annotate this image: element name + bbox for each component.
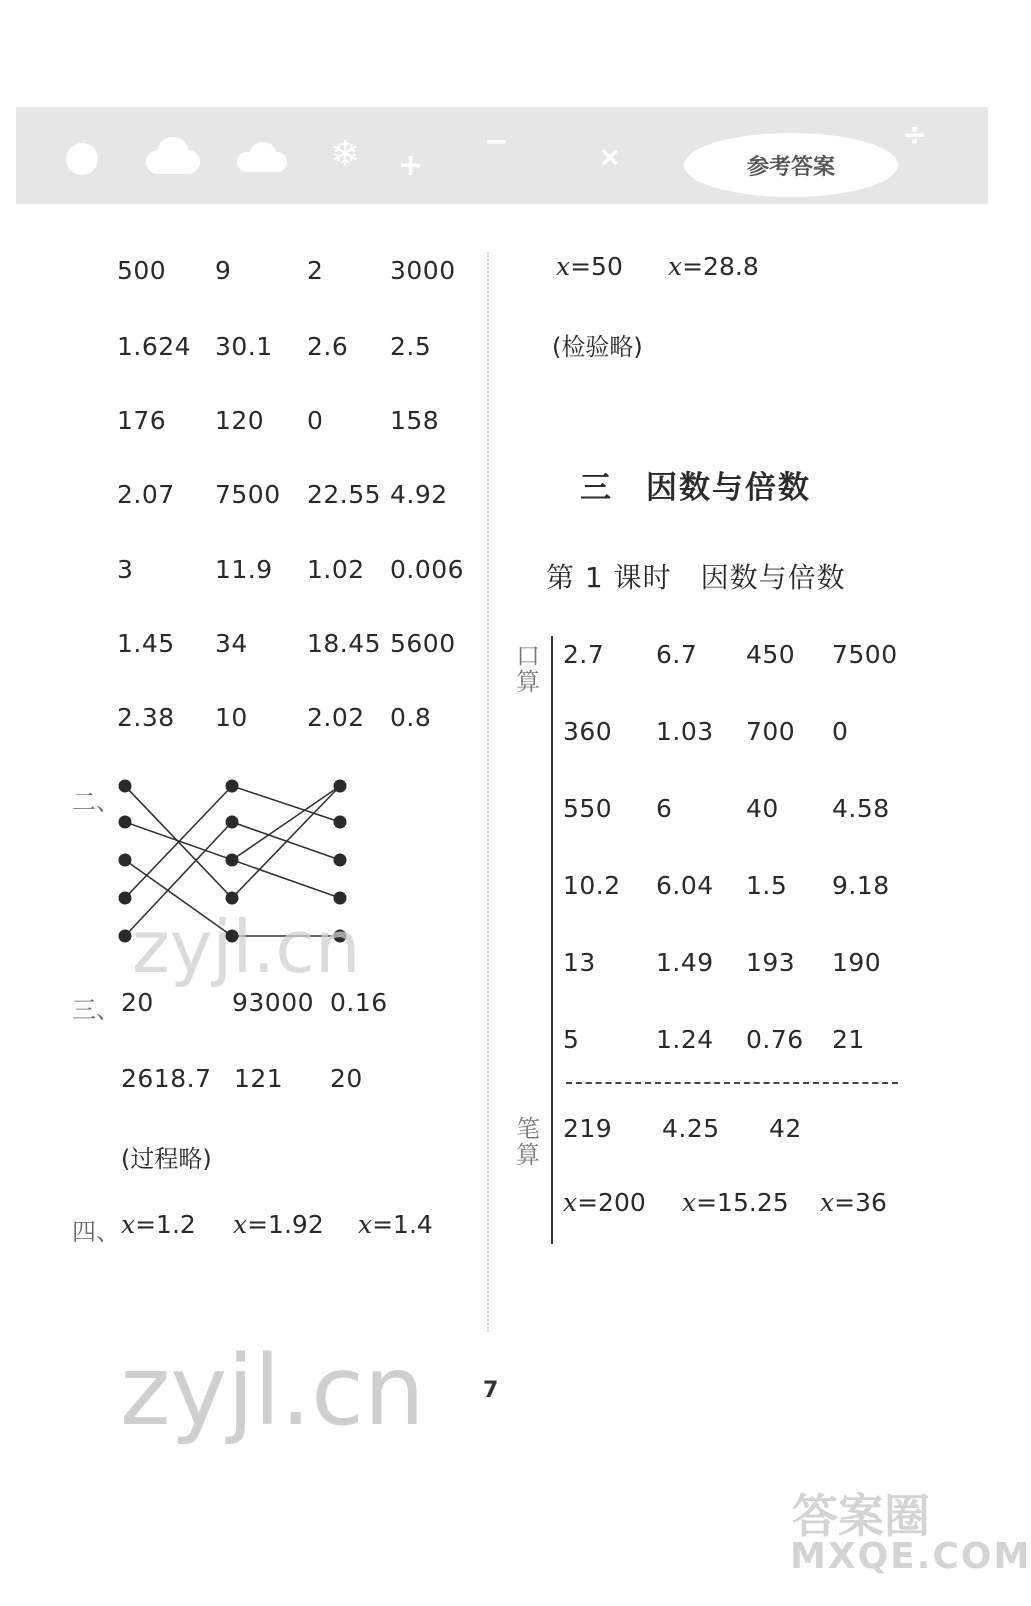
grid-cell: 9.18	[832, 871, 890, 900]
section-title: 三 因数与倍数	[580, 470, 811, 506]
match-dot	[226, 892, 239, 905]
grid-cell: 2	[307, 256, 324, 285]
grid-cell: 0.8	[390, 703, 432, 732]
grid-cell: 6	[656, 794, 673, 823]
match-dot	[119, 854, 132, 867]
match-dot	[226, 816, 239, 829]
written-answer: 42	[769, 1114, 802, 1143]
part3-answer: 0.16	[330, 988, 388, 1017]
cloud-icon	[250, 142, 276, 164]
grid-cell: 1.45	[117, 629, 175, 658]
match-dot	[334, 892, 347, 905]
grid-cell: 0.006	[390, 555, 465, 584]
grid-cell: 6.04	[656, 871, 714, 900]
grid-cell: 1.02	[307, 555, 365, 584]
grid-cell: 4.92	[390, 480, 448, 509]
grid-cell: 7500	[215, 480, 281, 509]
grid-cell: 500	[117, 256, 167, 285]
watermark-text: zyjl.cn	[132, 905, 361, 989]
block-bar	[551, 636, 553, 1244]
written-calc-label: 笔算	[516, 1115, 540, 1169]
watermark-text: zyjl.cn	[120, 1335, 425, 1447]
grid-cell: 0.76	[746, 1025, 804, 1054]
grid-cell: 5	[563, 1025, 580, 1054]
grid-cell: 40	[746, 794, 779, 823]
grid-cell: 3	[117, 555, 134, 584]
grid-cell: 3000	[390, 256, 456, 285]
grid-cell: 176	[117, 406, 167, 435]
grid-cell: 0	[832, 717, 849, 746]
sun-icon	[66, 143, 98, 175]
match-dot	[226, 780, 239, 793]
match-dot	[119, 892, 132, 905]
grid-cell: 10.2	[563, 871, 621, 900]
grid-cell: 1.03	[656, 717, 714, 746]
grid-cell: 2.6	[307, 332, 349, 361]
written-answer: 4.25	[662, 1114, 720, 1143]
oral-calc-label: 口算	[516, 642, 540, 696]
equation-answer: x=28.8	[668, 252, 759, 281]
snowflake-icon: ❄	[330, 134, 361, 175]
part3-answer: 121	[234, 1064, 284, 1093]
equation-answer: x=15.25	[682, 1188, 789, 1217]
equation-answer: x=1.4	[358, 1210, 433, 1239]
equation-answer: x=1.2	[121, 1210, 196, 1239]
grid-cell: 1.624	[117, 332, 192, 361]
grid-cell: 4.58	[832, 794, 890, 823]
grid-cell: 158	[390, 406, 440, 435]
part3-answer: 93000	[232, 988, 315, 1017]
part3-label: 三、	[72, 996, 120, 1024]
section-separator	[566, 1082, 898, 1084]
match-dot	[334, 816, 347, 829]
column-divider	[487, 252, 489, 1332]
grid-cell: 18.45	[307, 629, 382, 658]
grid-cell: 193	[746, 948, 796, 977]
match-dot	[334, 780, 347, 793]
divide-icon: ÷	[902, 118, 928, 153]
watermark-logo-sub: MXQE.COM	[790, 1536, 1031, 1577]
process-omitted-note: (过程略)	[121, 1145, 212, 1173]
grid-cell: 30.1	[215, 332, 273, 361]
match-dot	[226, 854, 239, 867]
grid-cell: 2.5	[390, 332, 432, 361]
grid-cell: 360	[563, 717, 613, 746]
grid-cell: 6.7	[656, 640, 698, 669]
equation-answer: x=36	[820, 1188, 887, 1217]
grid-cell: 1.5	[746, 871, 788, 900]
grid-cell: 1.24	[656, 1025, 714, 1054]
written-answer: 219	[563, 1114, 613, 1143]
part4-label: 四、	[72, 1218, 120, 1246]
header-label: 参考答案	[746, 155, 835, 180]
grid-cell: 120	[215, 406, 265, 435]
grid-cell: 190	[832, 948, 882, 977]
match-dot	[119, 780, 132, 793]
grid-cell: 11.9	[215, 555, 273, 584]
part3-answer: 20	[121, 988, 154, 1017]
part3-answer: 2618.7	[121, 1064, 212, 1093]
lesson-title: 第 1 课时 因数与倍数	[546, 561, 846, 594]
match-dot	[119, 930, 132, 943]
equation-answer: x=200	[563, 1188, 646, 1217]
grid-cell: 2.07	[117, 480, 175, 509]
grid-cell: 10	[215, 703, 248, 732]
grid-cell: 5600	[390, 629, 456, 658]
plus-icon: +	[398, 148, 424, 183]
match-dot	[119, 816, 132, 829]
page-number: 7	[483, 1378, 499, 1403]
grid-cell: 2.38	[117, 703, 175, 732]
minus-icon: −	[484, 124, 510, 159]
grid-cell: 7500	[832, 640, 898, 669]
grid-cell: 22.55	[307, 480, 382, 509]
grid-cell: 2.7	[563, 640, 605, 669]
grid-cell: 34	[215, 629, 248, 658]
grid-cell: 450	[746, 640, 796, 669]
grid-cell: 13	[563, 948, 596, 977]
grid-cell: 700	[746, 717, 796, 746]
check-omitted-note: (检验略)	[552, 333, 643, 361]
part3-answer: 20	[330, 1064, 363, 1093]
cloud-icon	[158, 137, 188, 163]
grid-cell: 21	[832, 1025, 865, 1054]
watermark-logo: 答案圈	[792, 1489, 930, 1543]
grid-cell: 9	[215, 256, 232, 285]
grid-cell: 550	[563, 794, 613, 823]
equation-answer: x=50	[556, 252, 623, 281]
grid-cell: 0	[307, 406, 324, 435]
grid-cell: 1.49	[656, 948, 714, 977]
part2-label: 二、	[72, 788, 120, 816]
grid-cell: 2.02	[307, 703, 365, 732]
match-dot	[334, 854, 347, 867]
equation-answer: x=1.92	[233, 1210, 324, 1239]
times-icon: ×	[598, 140, 622, 173]
